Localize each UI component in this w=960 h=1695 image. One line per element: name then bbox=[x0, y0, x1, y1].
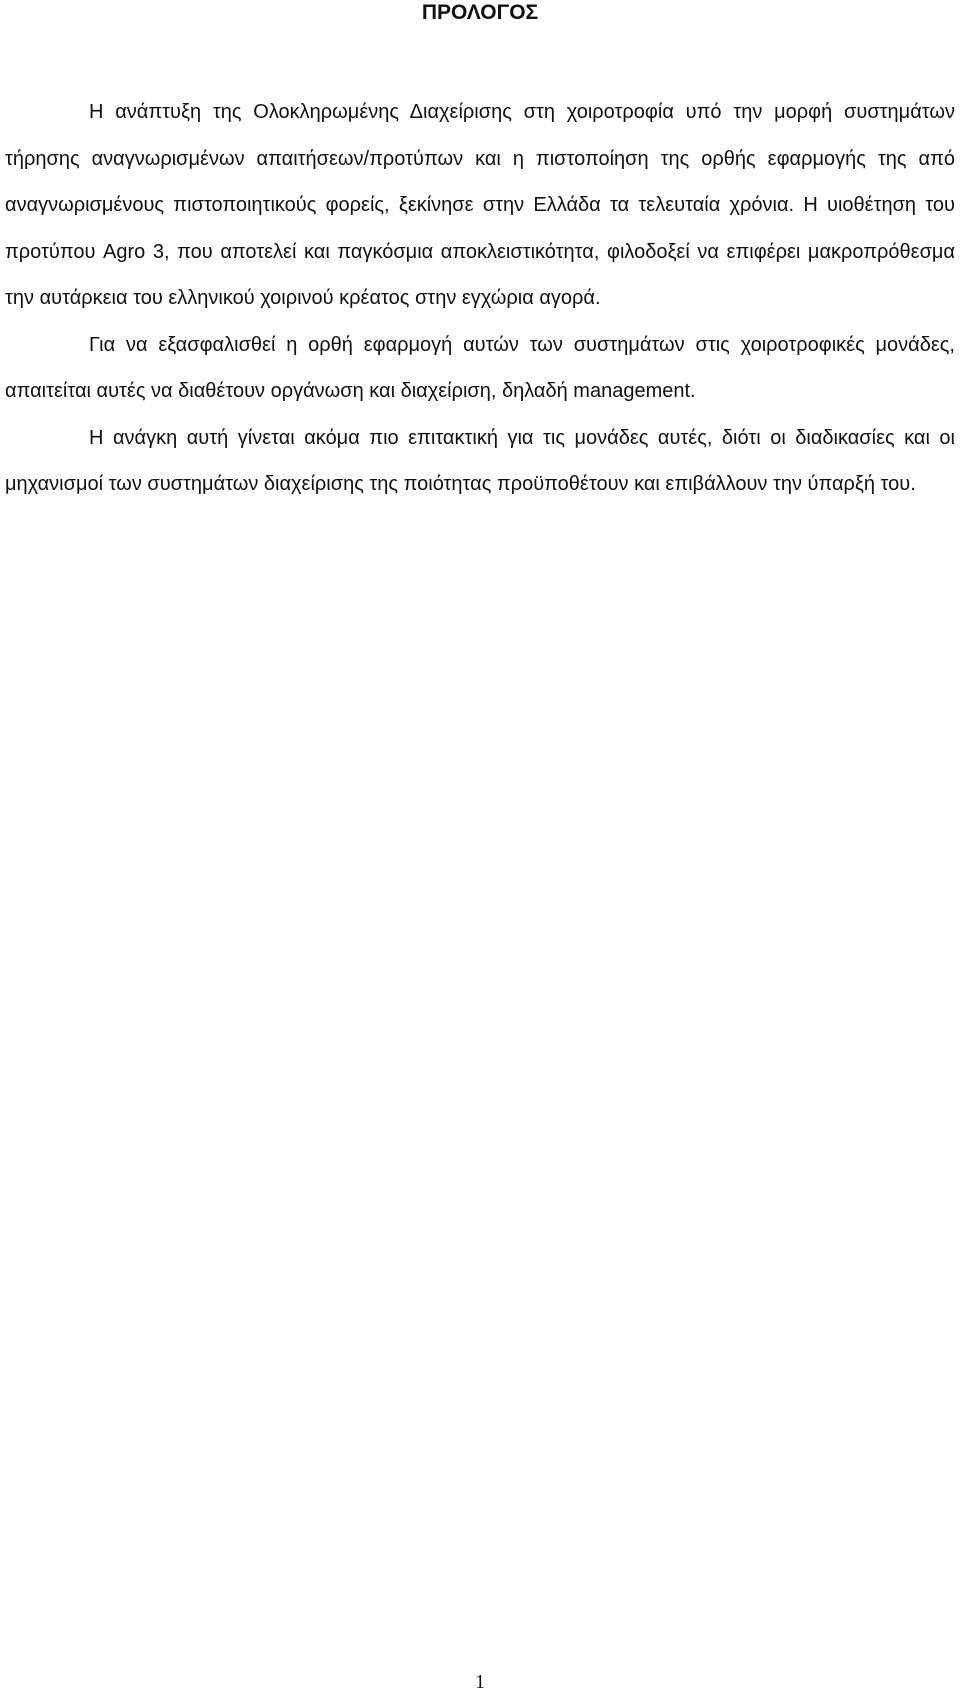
body-text bbox=[5, 89, 955, 508]
page-title: ΠΡΟΛΟΓΟΣ bbox=[421, 1, 539, 24]
paragraph-2: Για να εξασφαλισθεί η ορθή εφαρμογή αυτών των συστημάτων στις χοιροτροφικές μονάδες, απαιτείται αυτές να διαθέτουν οργάνωση και διαχείριση, δηλαδή management. bbox=[5, 333, 955, 402]
page-number: 1 bbox=[475, 1671, 485, 1693]
paragraph-3: Η ανάγκη αυτή γίνεται ακόμα πιο επιτακτική για τις μονάδες αυτές, διότι οι διαδικασίες και οι μηχανισμοί των συστημάτων διαχείρισης της ποιότητας προϋποθέτουν και επιβάλλουν την ύπαρξή του. bbox=[5, 426, 955, 495]
paragraph-1: Η ανάπτυξη της Ολοκληρωμένης Διαχείρισης στη χοιροτροφία υπό την μορφή συστημάτων τήρησης αναγνωρισμένων απαιτήσεων/προτύπων και η πιστοποίηση της ορθής εφαρμογής της από αναγνωρισμένους πιστοποιητικούς φορείς, ξεκίνησε στην Ελλάδα τα τελευταία χρόνια. Η υιοθέτηση του προτύπου Agro 3, που αποτελεί και παγκόσμια αποκλειστικότητα, φιλοδοξεί να επιφέρει μακροπρόθεσμα την αυτάρκεια του ελληνικού χοιρινού κρέατος στην εγχώρια αγορά. bbox=[5, 101, 955, 309]
